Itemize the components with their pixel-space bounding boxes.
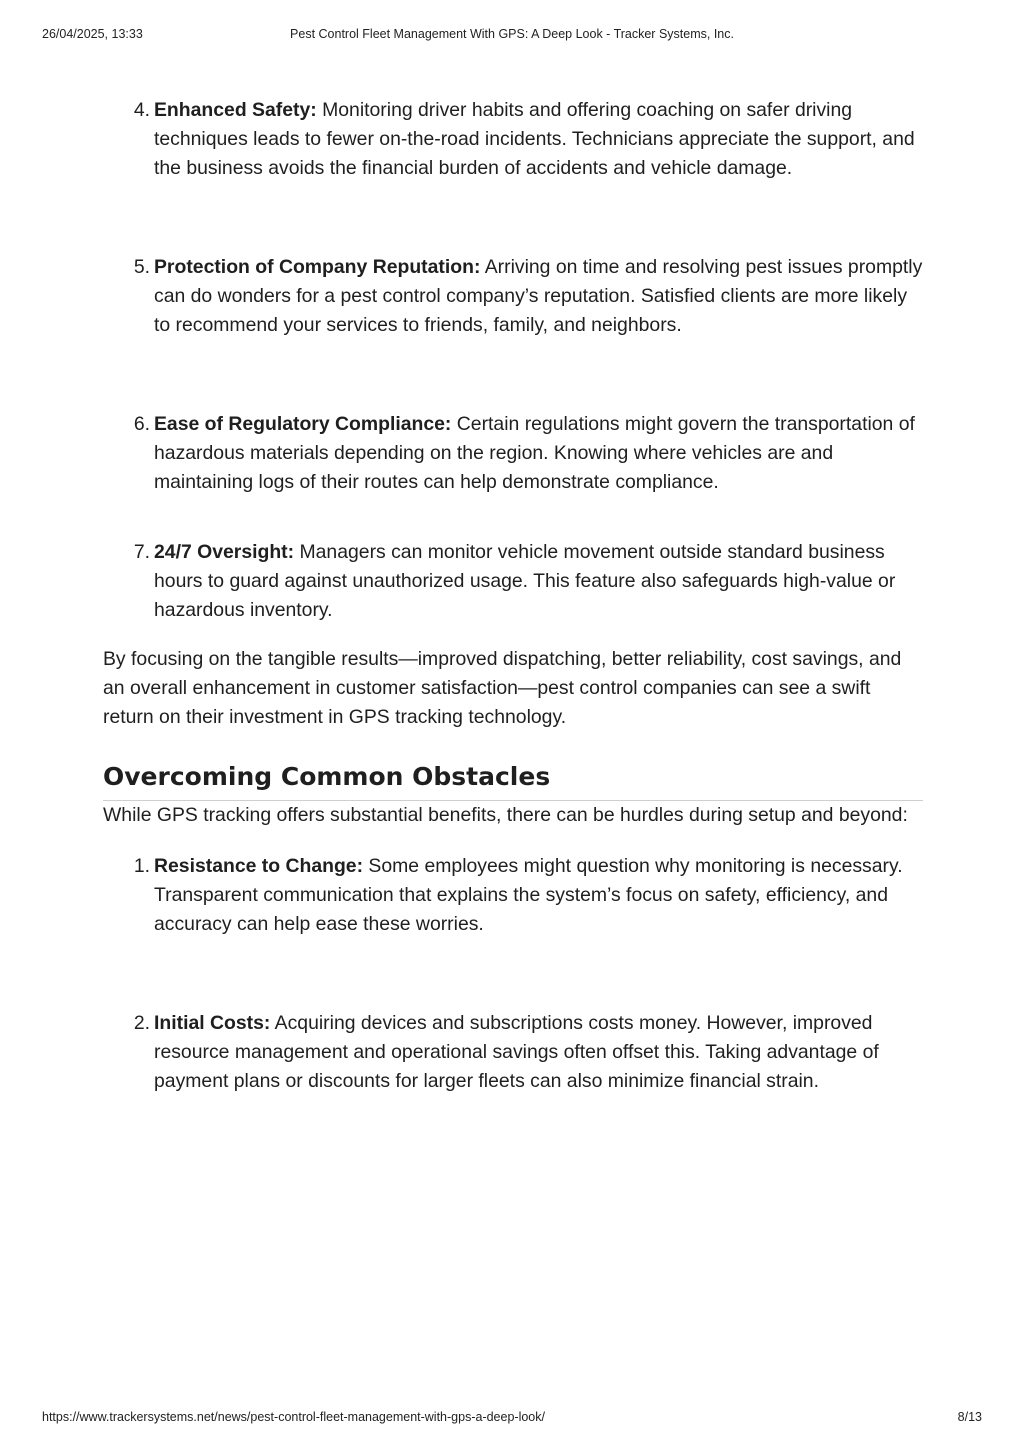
section-heading: Overcoming Common Obstacles <box>103 760 923 801</box>
list-item-number: 2. <box>133 1012 150 1034</box>
page-url: https://www.trackersystems.net/news/pest-control-fleet-management-with-gps-a-deep-look/ <box>42 1410 545 1424</box>
list-item <box>103 538 923 625</box>
list-item-heading: Enhanced Safety: <box>154 99 317 121</box>
print-header <box>42 27 982 43</box>
print-page-title: Pest Control Fleet Management With GPS: A Deep Look - Tracker Systems, Inc. <box>290 27 734 41</box>
list-item <box>103 96 923 183</box>
list-item <box>103 410 923 497</box>
print-footer <box>42 1410 982 1426</box>
list-item-number: 5. <box>133 256 150 278</box>
list-item-heading: Ease of Regulatory Compliance: <box>154 413 452 435</box>
list-item-heading: Resistance to Change: <box>154 855 364 877</box>
list-item-heading: 24/7 Oversight: <box>154 541 295 563</box>
summary-paragraph: By focusing on the tangible results—improved dispatching, better reliability, cost savings, and an overall enhancement in customer satisfaction—pest control companies can see a swift return on their investment in GPS tracking technology. <box>103 648 902 728</box>
list-item-text: Acquiring devices and subscriptions costs money. However, improved resource management and operational savings often offset this. Taking advantage of payment plans or discounts for larger fleets can also minimize financial strain. <box>154 1012 879 1092</box>
list-item-number: 1. <box>133 855 150 877</box>
list-item-number: 7. <box>133 541 150 563</box>
article-content <box>103 96 923 1096</box>
section-intro: While GPS tracking offers substantial benefits, there can be hurdles during setup and beyond: <box>103 804 908 826</box>
page-number: 8/13 <box>957 1410 982 1424</box>
list-item-number: 6. <box>133 413 150 435</box>
print-datetime: 26/04/2025, 13:33 <box>42 27 143 41</box>
list-item-heading: Protection of Company Reputation: <box>154 256 481 278</box>
list-item-text: Some employees might question why monitoring is necessary. Transparent communication that explains the system’s focus on safety, efficiency, and accuracy can help ease these worries. <box>154 855 903 935</box>
list-item-text: Arriving on time and resolving pest issues promptly can do wonders for a pest control company’s reputation. Satisfied clients are more likely to recommend your services to friends, family, and neighbors. <box>154 256 923 336</box>
list-item <box>103 253 923 340</box>
list-item <box>103 1009 923 1096</box>
list-item <box>103 852 923 939</box>
list-item-number: 4. <box>133 99 150 121</box>
list-item-text: Monitoring driver habits and offering coaching on safer driving techniques leads to fewer on-the-road incidents. Technicians appreciate the support, and the business avoids the financial burden of accidents and vehicle damage. <box>154 99 915 179</box>
obstacles-list <box>103 852 923 1096</box>
list-item-text: Certain regulations might govern the transportation of hazardous materials depending on the region. Knowing where vehicles are and maintaining logs of their routes can help demonstrate compliance. <box>154 413 915 493</box>
list-item-text: Managers can monitor vehicle movement outside standard business hours to guard against unauthorized usage. This feature also safeguards high-value or hazardous inventory. <box>154 541 896 621</box>
list-item-heading: Initial Costs: <box>154 1012 271 1034</box>
benefits-list <box>103 96 923 625</box>
